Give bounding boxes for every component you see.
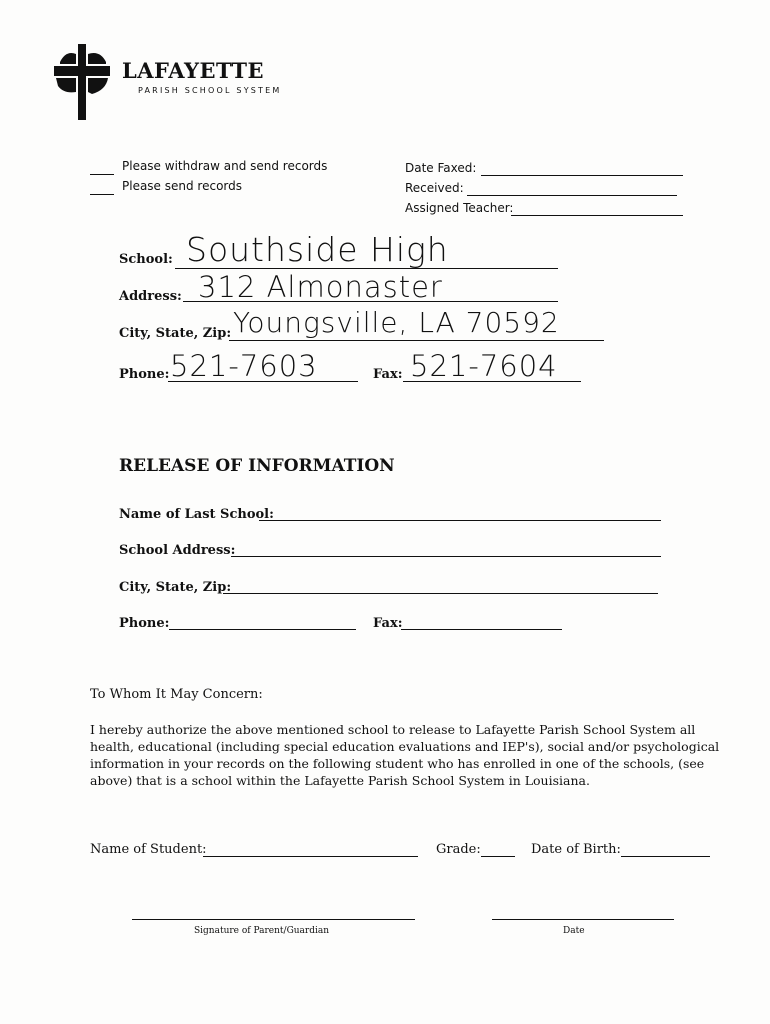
last-school-label: Name of Last School: bbox=[119, 507, 274, 522]
city-state-zip-label: City, State, Zip: bbox=[119, 326, 232, 341]
org-subtitle: PARISH SCHOOL SYSTEM bbox=[138, 86, 282, 95]
parent-signature-field[interactable] bbox=[132, 919, 415, 920]
release-fax-label: Fax: bbox=[373, 616, 403, 631]
school-address-label: School Address: bbox=[119, 543, 236, 558]
org-name: LAFAYETTE bbox=[122, 58, 264, 83]
assigned-teacher-field[interactable] bbox=[511, 215, 683, 216]
signature-date-label: Date bbox=[563, 926, 585, 936]
student-name-field[interactable] bbox=[203, 856, 418, 857]
phone-label: Phone: bbox=[119, 367, 170, 382]
received-label: Received: bbox=[405, 181, 464, 195]
city-state-zip-field[interactable] bbox=[229, 340, 604, 341]
last-school-field[interactable] bbox=[259, 520, 661, 521]
release-city-field[interactable] bbox=[223, 593, 658, 594]
lafayette-cross-logo bbox=[52, 42, 112, 122]
school-value: Southside High bbox=[186, 230, 449, 269]
release-city-label: City, State, Zip: bbox=[119, 580, 232, 595]
release-heading: RELEASE OF INFORMATION bbox=[119, 456, 395, 476]
school-label: School: bbox=[119, 252, 173, 267]
withdraw-checkbox-line[interactable] bbox=[90, 174, 114, 175]
grade-label: Grade: bbox=[436, 842, 481, 857]
fax-value: 521-7604 bbox=[410, 349, 558, 383]
send-checkbox-line[interactable] bbox=[90, 194, 114, 195]
signature-date-field[interactable] bbox=[492, 919, 674, 920]
city-state-zip-value: Youngsville, LA 70592 bbox=[233, 306, 560, 339]
fax-label: Fax: bbox=[373, 367, 403, 382]
authorization-text: I hereby authorize the above mentioned school to release to Lafayette Parish School System all health, educational (including special education evaluations and IEP's), social and/or psychological information in your records on the following student who has enrolled in one of the schools, (see above) that is a school within the Lafayette Parish School System in Louisiana. bbox=[90, 722, 720, 788]
release-phone-field[interactable] bbox=[169, 629, 356, 630]
date-faxed-field[interactable] bbox=[481, 175, 683, 176]
release-fax-field[interactable] bbox=[401, 629, 562, 630]
date-faxed-label: Date Faxed: bbox=[405, 161, 477, 175]
address-label: Address: bbox=[119, 289, 182, 304]
withdraw-option-label: Please withdraw and send records bbox=[122, 159, 328, 173]
phone-value: 521-7603 bbox=[170, 349, 318, 383]
release-phone-label: Phone: bbox=[119, 616, 170, 631]
address-value: 312 Almonaster bbox=[198, 270, 443, 304]
parent-signature-label: Signature of Parent/Guardian bbox=[194, 926, 330, 936]
dob-label: Date of Birth: bbox=[531, 842, 621, 857]
dob-field[interactable] bbox=[621, 856, 710, 857]
student-name-label: Name of Student: bbox=[90, 842, 207, 857]
grade-field[interactable] bbox=[481, 856, 515, 857]
salutation: To Whom It May Concern: bbox=[90, 687, 263, 702]
received-field[interactable] bbox=[467, 195, 677, 196]
school-address-field[interactable] bbox=[231, 556, 661, 557]
assigned-teacher-label: Assigned Teacher: bbox=[405, 201, 514, 215]
send-option-label: Please send records bbox=[122, 179, 243, 193]
